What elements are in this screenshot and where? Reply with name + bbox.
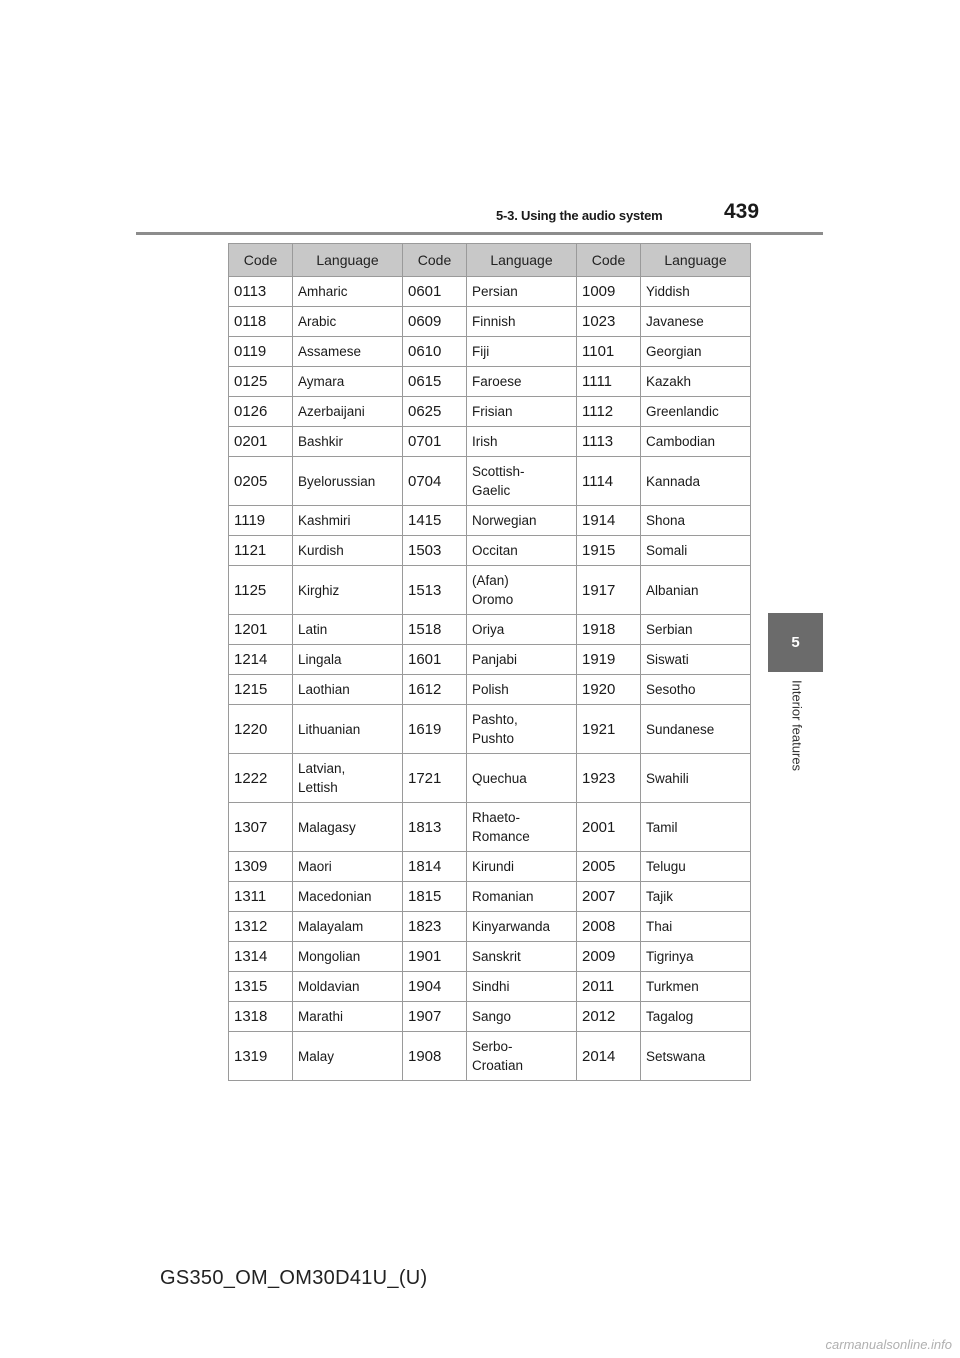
document-code: GS350_OM_OM30D41U_(U) [160,1267,428,1289]
language-cell: Macedonian [293,882,403,912]
code-cell: 1814 [403,852,467,882]
language-cell: Occitan [467,536,577,566]
code-cell: 1918 [577,615,641,645]
code-cell: 1823 [403,912,467,942]
code-cell: 1312 [229,912,293,942]
code-cell: 0126 [229,397,293,427]
code-cell: 1121 [229,536,293,566]
table-body [229,277,751,1081]
code-cell: 0201 [229,427,293,457]
code-cell: 1125 [229,566,293,615]
language-cell: Lithuanian [293,705,403,754]
table-row [229,1032,751,1081]
language-cell: Telugu [641,852,751,882]
language-cell: Finnish [467,307,577,337]
language-cell: Tamil [641,803,751,852]
code-cell: 0601 [403,277,467,307]
language-cell: Panjabi [467,645,577,675]
table-row [229,457,751,506]
code-cell: 1101 [577,337,641,367]
code-cell: 1619 [403,705,467,754]
language-cell: Fiji [467,337,577,367]
code-cell: 1009 [577,277,641,307]
language-cell: Aymara [293,367,403,397]
language-cell: (Afan) Oromo [467,566,577,615]
code-cell: 1314 [229,942,293,972]
language-cell: Thai [641,912,751,942]
header-code-2: Code [403,244,467,277]
language-cell: Rhaeto- Romance [467,803,577,852]
code-cell: 1923 [577,754,641,803]
language-cell: Frisian [467,397,577,427]
table-header-row [229,244,751,277]
chapter-number: 5 [791,634,800,651]
table-row [229,1002,751,1032]
code-cell: 2008 [577,912,641,942]
watermark: carmanualsonline.info [825,1337,952,1352]
language-cell: Maori [293,852,403,882]
language-cell: Swahili [641,754,751,803]
table-row [229,754,751,803]
code-cell: 2005 [577,852,641,882]
language-cell: Somali [641,536,751,566]
language-cell: Turkmen [641,972,751,1002]
header-language-1: Language [293,244,403,277]
table-row [229,397,751,427]
language-cell: Javanese [641,307,751,337]
code-cell: 1319 [229,1032,293,1081]
language-cell: Scottish- Gaelic [467,457,577,506]
code-cell: 1114 [577,457,641,506]
header-divider [136,232,823,235]
code-cell: 1813 [403,803,467,852]
code-cell: 1914 [577,506,641,536]
language-cell: Latin [293,615,403,645]
code-cell: 1908 [403,1032,467,1081]
code-cell: 1815 [403,882,467,912]
language-cell: Siswati [641,645,751,675]
code-cell: 0609 [403,307,467,337]
code-cell: 1415 [403,506,467,536]
table-row [229,972,751,1002]
code-cell: 1920 [577,675,641,705]
code-cell: 1309 [229,852,293,882]
code-cell: 1721 [403,754,467,803]
language-code-table [228,243,751,1081]
code-cell: 1023 [577,307,641,337]
chapter-title: Interior features [789,680,805,772]
language-cell: Sesotho [641,675,751,705]
table-row [229,536,751,566]
code-cell: 1222 [229,754,293,803]
language-cell: Tagalog [641,1002,751,1032]
language-cell: Georgian [641,337,751,367]
code-cell: 1612 [403,675,467,705]
language-cell: Pashto, Pushto [467,705,577,754]
header-language-3: Language [641,244,751,277]
language-cell: Oriya [467,615,577,645]
language-cell: Kazakh [641,367,751,397]
code-cell: 0119 [229,337,293,367]
table-row [229,803,751,852]
code-cell: 0113 [229,277,293,307]
language-cell: Moldavian [293,972,403,1002]
code-cell: 1111 [577,367,641,397]
code-cell: 2011 [577,972,641,1002]
language-cell: Yiddish [641,277,751,307]
language-cell: Malayalam [293,912,403,942]
language-cell: Byelorussian [293,457,403,506]
table-row [229,882,751,912]
language-cell: Kurdish [293,536,403,566]
language-cell: Amharic [293,277,403,307]
table-row [229,506,751,536]
code-cell: 1919 [577,645,641,675]
language-cell: Norwegian [467,506,577,536]
table-row [229,307,751,337]
code-cell: 1518 [403,615,467,645]
language-cell: Irish [467,427,577,457]
table-row [229,566,751,615]
language-cell: Kirghiz [293,566,403,615]
code-cell: 0125 [229,367,293,397]
language-cell: Arabic [293,307,403,337]
code-cell: 1901 [403,942,467,972]
code-cell: 1119 [229,506,293,536]
code-cell: 2007 [577,882,641,912]
language-cell: Greenlandic [641,397,751,427]
header-code-3: Code [577,244,641,277]
language-cell: Romanian [467,882,577,912]
language-cell: Bashkir [293,427,403,457]
code-cell: 0704 [403,457,467,506]
language-cell: Shona [641,506,751,536]
language-cell: Quechua [467,754,577,803]
language-cell: Malagasy [293,803,403,852]
code-cell: 1907 [403,1002,467,1032]
code-cell: 1214 [229,645,293,675]
language-cell: Polish [467,675,577,705]
table-row [229,675,751,705]
language-cell: Lingala [293,645,403,675]
header-language-2: Language [467,244,577,277]
code-cell: 0610 [403,337,467,367]
code-cell: 1904 [403,972,467,1002]
code-cell: 1307 [229,803,293,852]
header-code-1: Code [229,244,293,277]
code-cell: 0625 [403,397,467,427]
code-cell: 0118 [229,307,293,337]
code-cell: 2012 [577,1002,641,1032]
code-cell: 1503 [403,536,467,566]
language-cell: Albanian [641,566,751,615]
code-cell: 0205 [229,457,293,506]
code-cell: 2001 [577,803,641,852]
language-cell: Serbian [641,615,751,645]
table-row [229,337,751,367]
table-row [229,615,751,645]
code-cell: 1915 [577,536,641,566]
code-cell: 1513 [403,566,467,615]
language-cell: Kinyarwanda [467,912,577,942]
language-cell: Sanskrit [467,942,577,972]
language-cell: Serbo- Croatian [467,1032,577,1081]
code-cell: 1201 [229,615,293,645]
code-cell: 0615 [403,367,467,397]
table-row [229,705,751,754]
code-cell: 1315 [229,972,293,1002]
language-cell: Kannada [641,457,751,506]
language-cell: Sundanese [641,705,751,754]
language-cell: Mongolian [293,942,403,972]
code-cell: 1917 [577,566,641,615]
table-row [229,852,751,882]
code-cell: 1215 [229,675,293,705]
language-cell: Sango [467,1002,577,1032]
table-row [229,427,751,457]
code-cell: 0701 [403,427,467,457]
language-cell: Latvian, Lettish [293,754,403,803]
code-cell: 1318 [229,1002,293,1032]
language-cell: Marathi [293,1002,403,1032]
code-cell: 2014 [577,1032,641,1081]
language-cell: Sindhi [467,972,577,1002]
chapter-tab[interactable] [768,613,823,672]
table-row [229,367,751,397]
language-cell: Kirundi [467,852,577,882]
table-row [229,942,751,972]
language-cell: Assamese [293,337,403,367]
language-cell: Faroese [467,367,577,397]
page-number: 439 [724,200,760,223]
code-cell: 1220 [229,705,293,754]
code-cell: 1311 [229,882,293,912]
language-cell: Malay [293,1032,403,1081]
code-cell: 1601 [403,645,467,675]
language-cell: Cambodian [641,427,751,457]
language-cell: Azerbaijani [293,397,403,427]
language-cell: Tigrinya [641,942,751,972]
code-cell: 1921 [577,705,641,754]
table-row [229,912,751,942]
code-cell: 1113 [577,427,641,457]
language-cell: Setswana [641,1032,751,1081]
table-row [229,277,751,307]
language-cell: Kashmiri [293,506,403,536]
language-cell: Persian [467,277,577,307]
code-cell: 1112 [577,397,641,427]
section-title: 5-3. Using the audio system [496,208,663,223]
table-row [229,645,751,675]
code-cell: 2009 [577,942,641,972]
language-cell: Tajik [641,882,751,912]
language-cell: Laothian [293,675,403,705]
